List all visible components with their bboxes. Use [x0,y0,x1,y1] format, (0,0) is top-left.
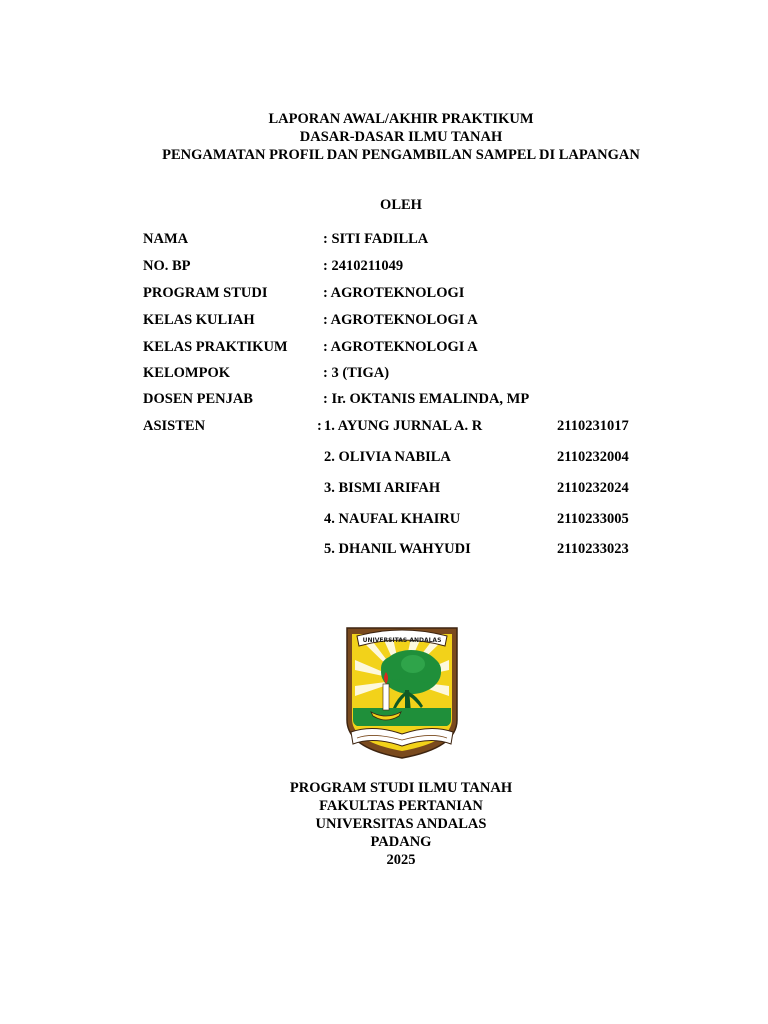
info-value: : Ir. OKTANIS EMALINDA, MP [323,391,530,407]
asisten-id: 2110231017 [557,418,629,434]
asisten-colon: : [317,418,322,434]
institution-footer [0,779,768,869]
title-line-2: DASAR-DASAR ILMU TANAH [299,129,503,145]
asisten-name: 3. BISMI ARIFAH [324,480,441,496]
info-label: PROGRAM STUDI [143,285,268,301]
asisten-name: 1. AYUNG JURNAL A. R [324,418,483,434]
asisten-label: ASISTEN [143,418,206,434]
info-value: : AGROTEKNOLOGI A [323,339,478,355]
info-value: : AGROTEKNOLOGI A [323,312,478,328]
info-value: : AGROTEKNOLOGI [323,285,465,301]
info-value: : 3 (TIGA) [323,365,390,381]
universitas-andalas-emblem-icon [343,620,461,762]
asisten-name: 4. NAUFAL KHAIRU [324,511,461,527]
info-label: KELAS PRAKTIKUM [143,339,288,355]
info-label: KELAS KULIAH [143,312,255,328]
info-value: : 2410211049 [323,258,404,274]
oleh-heading: OLEH [380,197,422,213]
info-label: NO. BP [143,258,191,274]
footer-line-1: PROGRAM STUDI ILMU TANAH [289,780,513,796]
info-label: DOSEN PENJAB [143,391,253,407]
asisten-id: 2110233005 [557,511,629,527]
asisten-id: 2110233023 [557,541,629,557]
info-value: : SITI FADILLA [323,231,429,247]
title-line-3: PENGAMATAN PROFIL DAN PENGAMBILAN SAMPEL DI LAPANGAN [162,147,640,163]
footer-line-5: 2025 [386,852,416,868]
emblem-banner-text: UNIVERSITAS ANDALAS [362,637,442,644]
asisten-id: 2110232024 [557,480,629,496]
footer-line-3: UNIVERSITAS ANDALAS [315,816,487,832]
info-label: NAMA [143,231,189,247]
report-title [0,110,768,164]
title-line-1: LAPORAN AWAL/AKHIR PRAKTIKUM [268,111,534,127]
footer-line-4: PADANG [370,834,432,850]
footer-line-2: FAKULTAS PERTANIAN [319,798,483,814]
asisten-name: 2. OLIVIA NABILA [324,449,451,465]
asisten-name: 5. DHANIL WAHYUDI [324,541,471,557]
asisten-id: 2110232004 [557,449,629,465]
info-label: KELOMPOK [143,365,230,381]
